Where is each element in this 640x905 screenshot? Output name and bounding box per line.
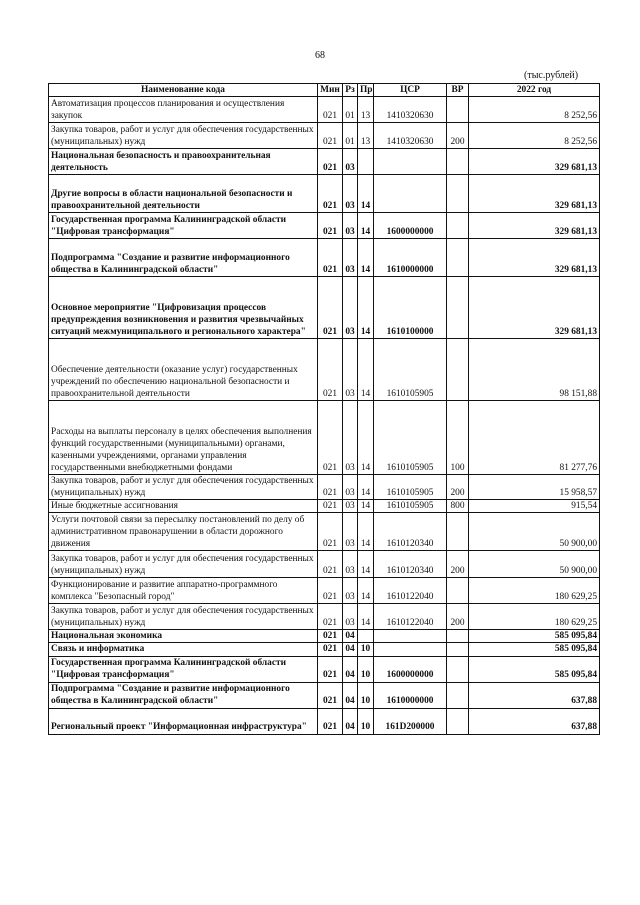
table-row — [49, 123, 600, 149]
row-amount: 15 958,57 — [469, 475, 600, 500]
row-name: Автоматизация процессов планирования и осуществления закупок — [49, 97, 318, 123]
row-min: 021 — [318, 97, 343, 123]
row-vr — [447, 149, 469, 175]
table-row — [49, 97, 600, 123]
row-csr — [374, 630, 447, 643]
row-min: 021 — [318, 551, 343, 578]
row-rz: 03 — [343, 401, 358, 475]
row-name: Закупка товаров, работ и услуг для обеспечения государственных (муниципальных) нужд — [49, 123, 318, 149]
row-csr: 1410320630 — [374, 123, 447, 149]
table-row — [49, 708, 600, 734]
row-pr: 14 — [358, 551, 374, 578]
header-rz: Рз — [343, 84, 358, 97]
row-csr: 1610000000 — [374, 239, 447, 277]
row-vr — [447, 513, 469, 551]
row-vr — [447, 708, 469, 734]
row-vr — [447, 656, 469, 682]
row-csr: 1610122040 — [374, 604, 447, 630]
row-pr: 13 — [358, 123, 374, 149]
row-min: 021 — [318, 682, 343, 708]
row-min: 021 — [318, 339, 343, 401]
row-vr: 200 — [447, 551, 469, 578]
row-csr — [374, 149, 447, 175]
row-rz: 04 — [343, 682, 358, 708]
row-rz: 03 — [343, 475, 358, 500]
row-rz: 03 — [343, 513, 358, 551]
row-pr: 10 — [358, 643, 374, 656]
row-pr: 14 — [358, 213, 374, 239]
row-name: Национальная экономика — [49, 630, 318, 643]
row-amount: 81 277,76 — [469, 401, 600, 475]
table-row — [49, 656, 600, 682]
row-min: 021 — [318, 277, 343, 339]
table-row — [49, 175, 600, 213]
row-amount: 329 681,13 — [469, 277, 600, 339]
row-csr: 1600000000 — [374, 213, 447, 239]
row-amount: 585 095,84 — [469, 643, 600, 656]
row-min: 021 — [318, 578, 343, 604]
row-name: Национальная безопасность и правоохранительная деятельность — [49, 149, 318, 175]
row-name: Закупка товаров, работ и услуг для обеспечения государственных (муниципальных) нужд — [49, 551, 318, 578]
row-min: 021 — [318, 708, 343, 734]
row-name: Региональный проект "Информационная инфраструктура" — [49, 708, 318, 734]
row-csr: 1610120340 — [374, 551, 447, 578]
row-csr: 1600000000 — [374, 656, 447, 682]
row-vr — [447, 277, 469, 339]
budget-table — [48, 83, 600, 735]
row-pr: 14 — [358, 475, 374, 500]
row-csr — [374, 175, 447, 213]
header-min: Мин — [318, 84, 343, 97]
row-pr: 13 — [358, 97, 374, 123]
row-min: 021 — [318, 656, 343, 682]
row-vr: 100 — [447, 401, 469, 475]
row-min: 021 — [318, 643, 343, 656]
row-rz: 03 — [343, 578, 358, 604]
header-row — [49, 84, 600, 97]
row-min: 021 — [318, 475, 343, 500]
row-min: 021 — [318, 175, 343, 213]
row-name: Услуги почтовой связи за пересылку постановлений по делу об административном правонарушении в области дорожного движения — [49, 513, 318, 551]
row-pr — [358, 630, 374, 643]
row-pr: 14 — [358, 604, 374, 630]
row-name: Государственная программа Калининградской области "Цифровая трансформация" — [49, 656, 318, 682]
row-amount: 329 681,13 — [469, 149, 600, 175]
row-pr: 14 — [358, 401, 374, 475]
header-pr: Пр — [358, 84, 374, 97]
row-amount: 637,88 — [469, 708, 600, 734]
table-row — [49, 213, 600, 239]
row-amount: 329 681,13 — [469, 213, 600, 239]
table-row — [49, 513, 600, 551]
header-vr: ВР — [447, 84, 469, 97]
row-rz: 03 — [343, 239, 358, 277]
row-amount: 180 629,25 — [469, 604, 600, 630]
table-body — [49, 97, 600, 734]
row-csr: 1610105905 — [374, 500, 447, 513]
row-amount: 329 681,13 — [469, 175, 600, 213]
row-min: 021 — [318, 123, 343, 149]
row-vr — [447, 213, 469, 239]
row-pr: 10 — [358, 656, 374, 682]
row-amount: 8 252,56 — [469, 123, 600, 149]
row-rz: 03 — [343, 175, 358, 213]
row-amount: 585 095,84 — [469, 656, 600, 682]
row-rz: 03 — [343, 213, 358, 239]
table-row — [49, 277, 600, 339]
row-min: 021 — [318, 401, 343, 475]
row-name: Закупка товаров, работ и услуг для обеспечения государственных (муниципальных) нужд — [49, 604, 318, 630]
row-vr — [447, 630, 469, 643]
row-csr: 1610120340 — [374, 513, 447, 551]
row-vr — [447, 239, 469, 277]
row-name: Обеспечение деятельности (оказание услуг) государственных учреждений по обеспечению национальной безопасности и правоохранительной деятельности — [49, 339, 318, 401]
row-name: Другие вопросы в области национальной безопасности и правоохранительной деятельности — [49, 175, 318, 213]
row-name: Связь и информатика — [49, 643, 318, 656]
row-min: 021 — [318, 500, 343, 513]
row-csr: 1610105905 — [374, 339, 447, 401]
row-vr — [447, 578, 469, 604]
header-year: 2022 год — [469, 84, 600, 97]
row-min: 021 — [318, 630, 343, 643]
row-rz: 03 — [343, 339, 358, 401]
row-rz: 04 — [343, 643, 358, 656]
page-number: 68 — [315, 50, 325, 61]
row-name: Функционирование и развитие аппаратно-программного комплекса "Безопасный город" — [49, 578, 318, 604]
row-rz: 03 — [343, 604, 358, 630]
row-pr: 14 — [358, 239, 374, 277]
row-pr: 14 — [358, 175, 374, 213]
row-name: Подпрограмма "Создание и развитие информационного общества в Калининградской области" — [49, 682, 318, 708]
row-rz: 04 — [343, 656, 358, 682]
row-amount: 915,54 — [469, 500, 600, 513]
row-rz: 03 — [343, 277, 358, 339]
row-name: Подпрограмма "Создание и развитие информационного общества в Калининградской области" — [49, 239, 318, 277]
row-name: Закупка товаров, работ и услуг для обеспечения государственных (муниципальных) нужд — [49, 475, 318, 500]
table-row — [49, 500, 600, 513]
row-amount: 8 252,56 — [469, 97, 600, 123]
header-csr: ЦСР — [374, 84, 447, 97]
table-row — [49, 578, 600, 604]
row-csr: 1610105905 — [374, 475, 447, 500]
row-csr: 161D200000 — [374, 708, 447, 734]
row-pr: 14 — [358, 339, 374, 401]
row-csr: 1610100000 — [374, 277, 447, 339]
row-csr — [374, 643, 447, 656]
row-vr — [447, 175, 469, 213]
row-vr — [447, 682, 469, 708]
row-name: Иные бюджетные ассигнования — [49, 500, 318, 513]
row-vr — [447, 339, 469, 401]
row-pr: 14 — [358, 277, 374, 339]
table-row — [49, 682, 600, 708]
row-vr: 200 — [447, 475, 469, 500]
table-row — [49, 475, 600, 500]
table-row — [49, 604, 600, 630]
row-pr: 10 — [358, 682, 374, 708]
row-min: 021 — [318, 149, 343, 175]
row-amount: 637,88 — [469, 682, 600, 708]
table-row — [49, 643, 600, 656]
row-pr: 10 — [358, 708, 374, 734]
table-row — [49, 339, 600, 401]
table-row — [49, 401, 600, 475]
row-csr: 1610000000 — [374, 682, 447, 708]
row-amount: 585 095,84 — [469, 630, 600, 643]
table-row — [49, 551, 600, 578]
units-label: (тыс.рублей) — [524, 70, 579, 81]
row-name: Государственная программа Калининградской области "Цифровая трансформация" — [49, 213, 318, 239]
row-rz: 03 — [343, 500, 358, 513]
table-row — [49, 239, 600, 277]
row-pr — [358, 149, 374, 175]
header-name: Наименование кода — [49, 84, 318, 97]
row-vr: 200 — [447, 123, 469, 149]
row-rz: 04 — [343, 630, 358, 643]
row-amount: 50 900,00 — [469, 513, 600, 551]
table-row — [49, 630, 600, 643]
row-vr: 800 — [447, 500, 469, 513]
row-csr: 1610122040 — [374, 578, 447, 604]
table-header — [49, 84, 600, 97]
row-name: Расходы на выплаты персоналу в целях обеспечения выполнения функций государственными (муниципальными) органами, казенными учреждениями, органами управления государственными внебюджетными фондами — [49, 401, 318, 475]
row-min: 021 — [318, 513, 343, 551]
row-amount: 180 629,25 — [469, 578, 600, 604]
row-vr — [447, 643, 469, 656]
row-min: 021 — [318, 213, 343, 239]
row-min: 021 — [318, 239, 343, 277]
row-rz: 04 — [343, 708, 358, 734]
row-amount: 50 900,00 — [469, 551, 600, 578]
row-pr: 14 — [358, 578, 374, 604]
row-min: 021 — [318, 604, 343, 630]
row-pr: 14 — [358, 513, 374, 551]
row-amount: 329 681,13 — [469, 239, 600, 277]
row-pr: 14 — [358, 500, 374, 513]
row-rz: 03 — [343, 149, 358, 175]
row-csr: 1610105905 — [374, 401, 447, 475]
row-vr — [447, 97, 469, 123]
table-row — [49, 149, 600, 175]
row-vr: 200 — [447, 604, 469, 630]
row-rz: 01 — [343, 123, 358, 149]
row-rz: 03 — [343, 551, 358, 578]
row-rz: 01 — [343, 97, 358, 123]
row-name: Основное мероприятие "Цифровизация процессов предупреждения возникновения и развития чрезвычайных ситуаций межмуниципального и регионального характера" — [49, 277, 318, 339]
row-amount: 98 151,88 — [469, 339, 600, 401]
row-csr: 1410320630 — [374, 97, 447, 123]
